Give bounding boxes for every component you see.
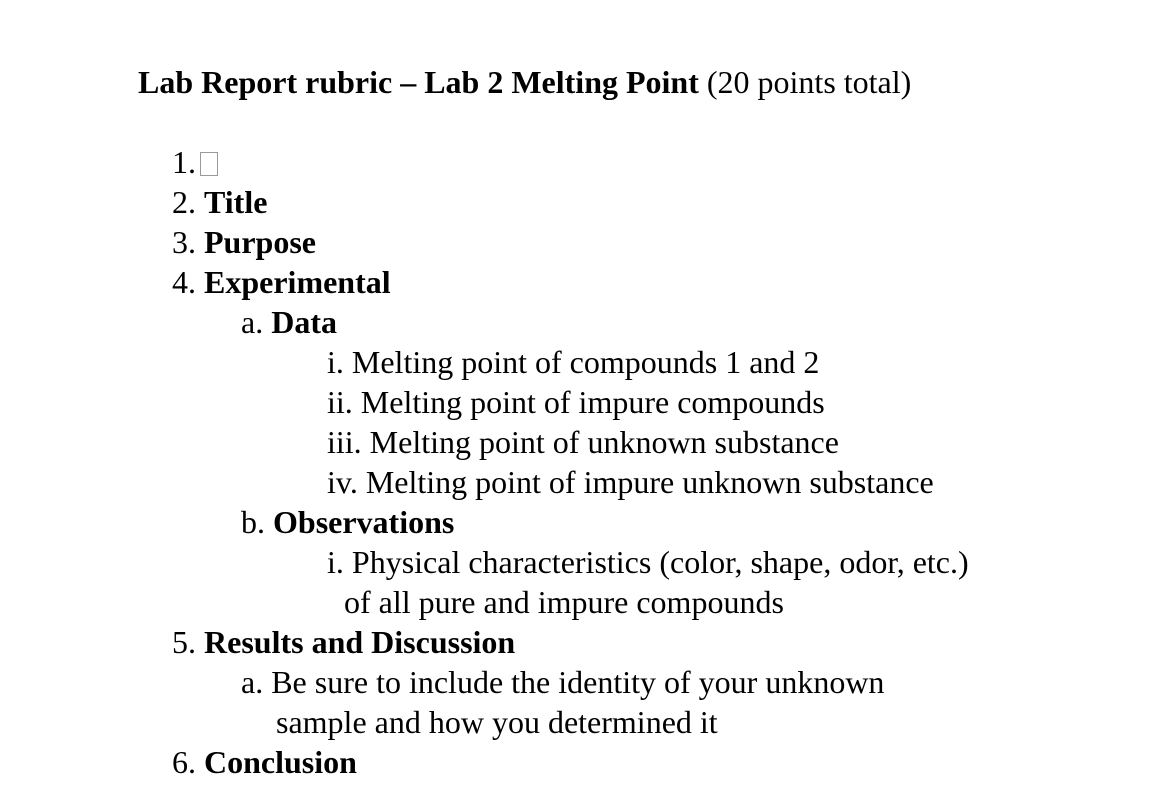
title-points: (20 points total) [698,64,912,100]
list-item-2 [172,182,267,222]
list-item-label: Conclusion [204,744,357,780]
list-marker: 6. [172,744,196,780]
sub-item-4a [241,302,337,342]
list-item-label: Purpose [204,224,316,260]
sub-sub-item-4a-i: i. Melting point of compounds 1 and 2 [327,344,820,380]
list-marker: b. [241,504,265,540]
sub-sub-item-4a-iii: iii. Melting point of unknown substance [327,424,839,460]
missing-glyph-icon [200,152,218,176]
sub-sub-item-4b-i-continued: of all pure and impure compounds [344,584,784,620]
list-item-5 [172,622,515,662]
list-item-label: Results and Discussion [204,624,516,660]
sub-sub-item-4b-i: i. Physical characteristics (color, shape, odor, etc.) [327,544,969,580]
sub-item-5a-continued: sample and how you determined it [276,704,718,740]
list-marker: a. [241,304,264,340]
list-item-label: Data [271,304,337,340]
title-bold: Lab Report rubric – Lab 2 Melting Point [138,64,699,100]
list-item-6 [172,742,357,782]
list-marker: 1. [172,144,196,180]
sub-item-5a: a. Be sure to include the identity of your unknown [241,664,885,700]
page-title [138,62,911,102]
list-item-label: Observations [273,504,455,540]
list-marker: 5. [172,624,196,660]
list-marker: 2. [172,184,196,220]
list-item-3 [172,222,316,262]
list-marker: 4. [172,264,196,300]
list-item-label: Title [204,184,268,220]
sub-sub-item-4a-ii: ii. Melting point of impure compounds [327,384,825,420]
list-item-1 [172,142,218,182]
sub-item-4b [241,502,454,542]
list-marker: 3. [172,224,196,260]
sub-sub-item-4a-iv: iv. Melting point of impure unknown substance [327,464,934,500]
list-item-4 [172,262,391,302]
list-item-label: Experimental [204,264,391,300]
